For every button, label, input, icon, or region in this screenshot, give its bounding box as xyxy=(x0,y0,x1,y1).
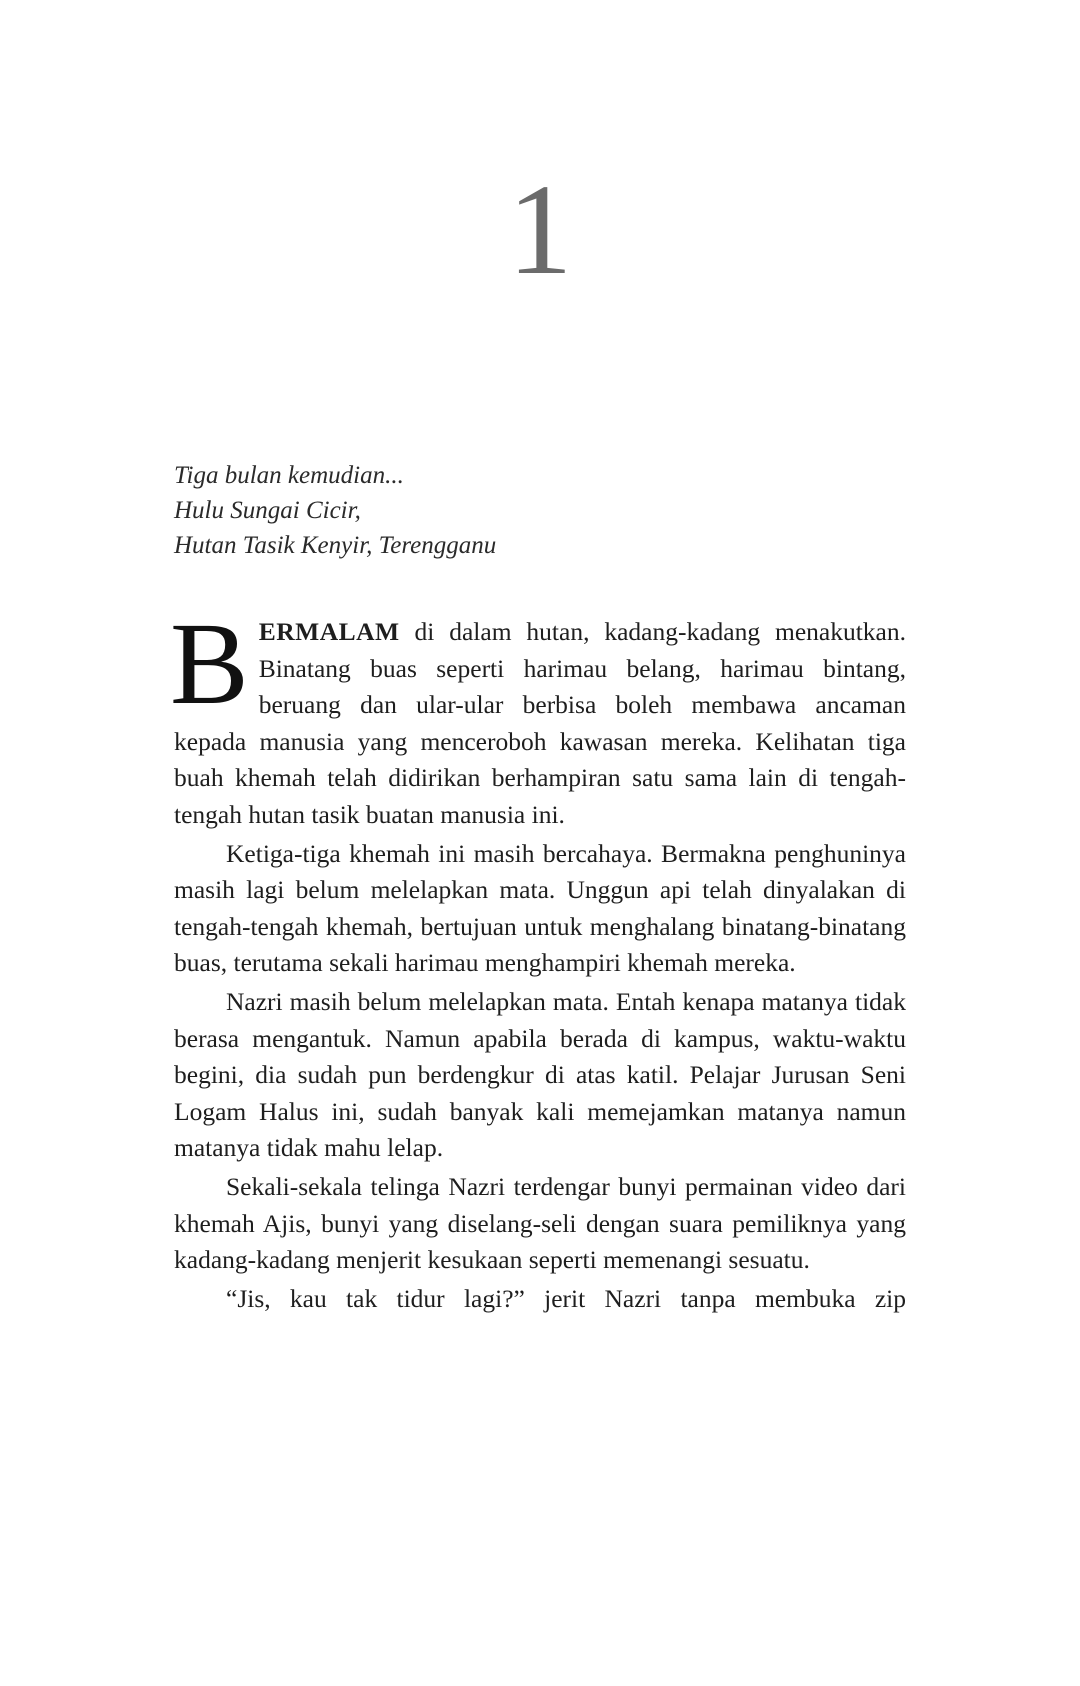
location-line-river: Hulu Sungai Cicir, xyxy=(174,497,361,524)
paragraph-1 xyxy=(170,598,906,834)
paragraph-3: Nazri masih belum melelapkan mata. Entah kenapa matanya tidak berasa mengantuk. Namun apabila berada di kampus, waktu-waktu begini, dia sudah pun berdengkur di atas katil. Pelajar Jurusan Seni Logam Halus ini, sudah banyak kali memejamkan matanya namun matanya tidak mahu lelap. xyxy=(174,986,906,1163)
location-heading xyxy=(174,458,496,563)
paragraph-1-text: di dalam hutan, kadang-kadang menakutkan. Binatang buas seperti harimau belang, harimau bintang, beruang dan ular-ular berbisa boleh membawa ancaman kepada manusia yang menceroboh kawasan mereka. Kelihatan tiga buah khemah telah didirikan berhampiran satu sama lain di tengah-tengah hutan tasik buatan manusia ini. xyxy=(174,617,906,829)
location-line-time: Tiga bulan kemudian... xyxy=(174,462,404,489)
chapter-body xyxy=(170,598,906,1319)
location-line-forest: Hutan Tasik Kenyir, Terengganu xyxy=(174,532,497,559)
paragraph-4: Sekali-sekala telinga Nazri terdengar bunyi permainan video dari khemah Ajis, bunyi yang diselang-seli dengan suara pemiliknya yang kadang-kadang menjerit kesukaan seperti memenangi sesuatu. xyxy=(174,1171,906,1275)
paragraph-2: Ketiga-tiga khemah ini masih bercahaya. Bermakna penghuninya masih lagi belum melelapkan mata. Unggun api telah dinyalakan di tengah-tengah khemah, bertujuan untuk menghalang binatang-binatang buas, terutama sekali harimau menghampiri khemah mereka. xyxy=(174,838,906,978)
drop-cap: B xyxy=(170,598,249,729)
chapter-number: 1 xyxy=(507,158,573,302)
lead-word: ERMALAM xyxy=(258,617,400,646)
paragraph-5: “Jis, kau tak tidur lagi?” jerit Nazri tanpa membuka zip xyxy=(226,1283,906,1313)
